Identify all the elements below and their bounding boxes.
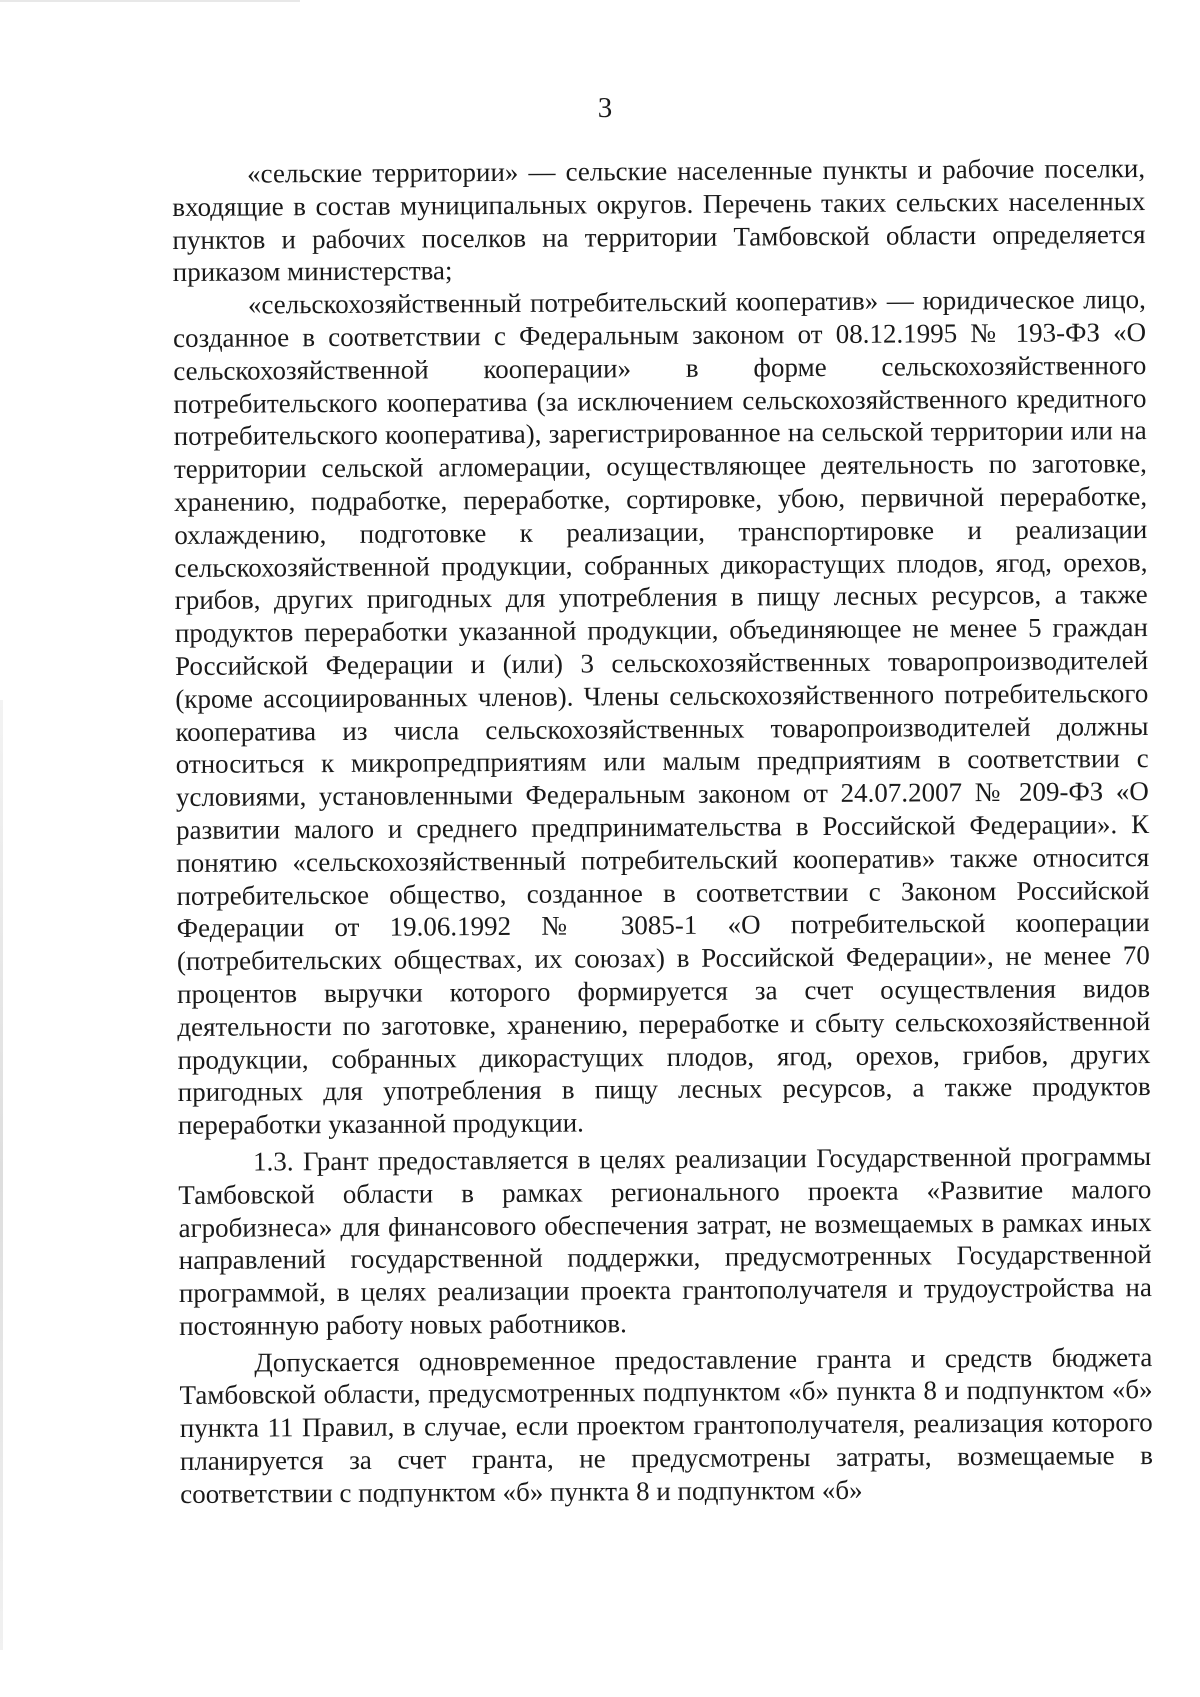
scan-edge <box>0 700 3 1650</box>
page-number: 3 <box>597 92 613 124</box>
paragraph-clause-1-3: 1.3. Грант предоставляется в целях реализации Государственной программы Тамбовской области в рамках регионального проекта «Развитие малого агробизнеса» для финансового обеспечения затрат, не возмещаемых в рамках иных направлений государственной поддержки, предусмотренных Государственной программой, в целях реализации проекта грантополучателя и трудоустройства на постоянную работу новых работников. <box>178 1140 1153 1341</box>
document-body <box>172 152 1153 1511</box>
paragraph-rural-territories: «сельские территории» — сельские населенные пункты и рабочие поселки, входящие в состав муниципальных округов. Перечень таких сельских населенных пунктов и рабочих поселков на территории Тамбовской области определяется приказом министерства; <box>172 153 1146 288</box>
paragraph-simultaneous-grant: Допускается одновременное предоставление гранта и средств бюджета Тамбовской области, предусмотренных подпунктом «б» пункта 8 и подпунктом «б» пункта 11 Правил, в случае, если проектом грантополучателя, реализация которого планируется за счет гранта, не предусмотрены затраты, возмещаемые в соответствии с подпунктом «б» пункта 8 и подпунктом «б» <box>179 1341 1154 1509</box>
paragraph-cooperative-definition: «сельскохозяйственный потребительский кооператив» — юридическое лицо, созданное в соответствии с Федеральным законом от 08.12.1995 № 193-ФЗ «О сельскохозяйственной кооперации» в форме сельскохозяйственного потребительского кооператива (за исключением сельскохозяйственного кредитного потребительского кооператива), зарегистрированное на сельской территории или на территории сельской агломерации, осуществляющее деятельность по заготовке, хранению, подработке, переработке, сортировке, убою, первичной переработке, охлаждению, подготовке к реализации, транспортировке и реализации сельскохозяйственной продукции, собранных дикорастущих плодов, ягод, орехов, грибов, других пригодных для употребления в пищу лесных ресурсов, а также продуктов переработки указанной продукции, объединяющее не менее 5 граждан Российской Федерации и (или) 3 сельскохозяйственных товаропроизводителей (кроме ассоциированных членов). Члены сельскохозяйственного потребительского кооператива из числа сельскохозяйственных товаропроизводителей должны относиться к микропредприятиям или малым предприятиям в соответствии с условиями, установленными Федеральным законом от 24.07.2007 № 209-ФЗ «О развитии малого и среднего предпринимательства в Российской Федерации». К понятию «сельскохозяйственный потребительский кооператив» также относится потребительское общество, созданное в соответствии с Законом Российской Федерации от 19.06.1992 № 3085-1 «О потребительской кооперации (потребительских обществах, их союзах) в Российской Федерации», не менее 70 процентов выручки которого формируется за счет осуществления видов деятельности по заготовке, хранению, переработке и сбыту сельскохозяйственной продукции, собранных дикорастущих плодов, ягод, орехов, грибов, других пригодных для употребления в пищу лесных ресурсов, а также продуктов переработки указанной продукции. <box>173 284 1151 1141</box>
scan-artifact <box>0 0 300 2</box>
